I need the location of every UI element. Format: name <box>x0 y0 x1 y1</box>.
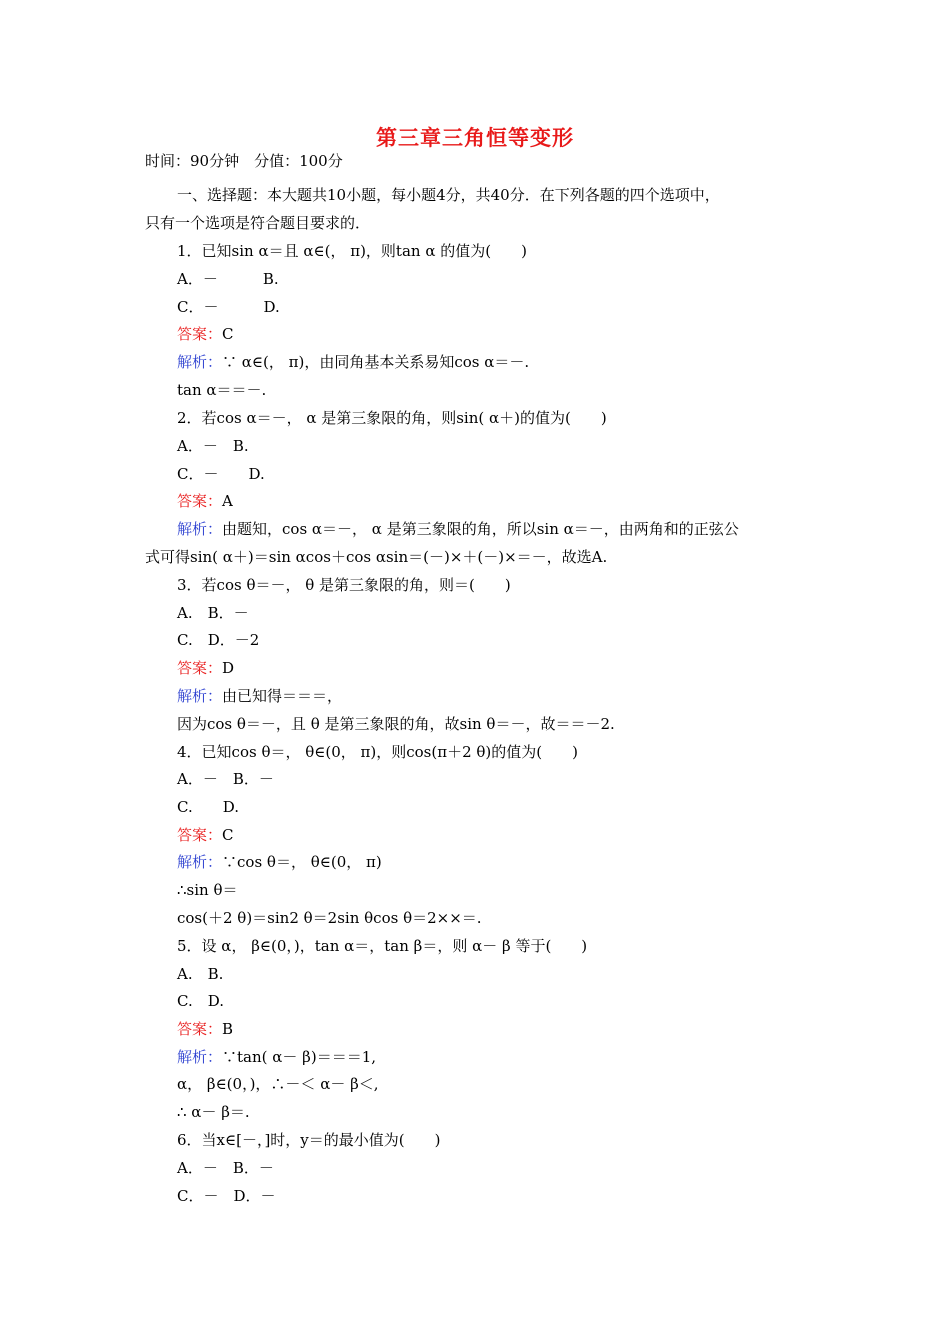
q1-options-ab: A．－ B. <box>177 270 279 288</box>
q4-analysis-extra: ∴sin θ＝ <box>177 881 238 899</box>
q6-options-ab: A．－ B．－ <box>177 1159 274 1177</box>
q1-analysis-extra: tan α＝＝－. <box>177 381 267 399</box>
q2-answer-value: A <box>222 492 233 510</box>
q1-analysis-text: ∵ α∈(， π)，由同角基本关系易知cos α＝－. <box>222 353 530 371</box>
analysis-label: 解析： <box>177 520 223 538</box>
time-score-info: 时间：90分钟 分值：100分 <box>145 152 343 170</box>
q4-options-cd: C. D. <box>177 798 239 816</box>
q1-stem: 1．已知sin α＝且 α∈(， π)，则tan α 的值为( ) <box>177 242 527 260</box>
q3-options-cd: C. D．－2 <box>177 631 260 649</box>
q1-options-cd: C．－ D. <box>177 298 280 316</box>
q3-analysis <box>177 686 342 706</box>
q2-options-cd: C．－ D. <box>177 465 265 483</box>
q4-stem: 4．已知cos θ＝， θ∈(0， π)，则cos(π＋2 θ)的值为( ) <box>177 743 578 761</box>
q3-stem: 3．若cos θ＝－， θ 是第三象限的角，则＝( ) <box>177 576 511 594</box>
q5-analysis <box>177 1047 376 1067</box>
q3-answer <box>177 658 234 678</box>
document-title: 第三章三角恒等变形 <box>376 126 574 150</box>
analysis-label: 解析： <box>177 853 223 871</box>
analysis-label: 解析： <box>177 1048 223 1066</box>
answer-label: 答案： <box>177 1020 223 1038</box>
answer-label: 答案： <box>177 492 223 510</box>
q2-analysis-text: 由题知，cos α＝－， α 是第三象限的角，所以sin α＝－，由两角和的正弦公 <box>222 520 739 538</box>
q6-options-cd: C．－ D．－ <box>177 1187 276 1205</box>
answer-label: 答案： <box>177 659 223 677</box>
q5-analysis-text: ∵tan( α－ β)＝＝＝1, <box>222 1048 377 1066</box>
q2-stem: 2．若cos α＝－， α 是第三象限的角，则sin( α＋)的值为( ) <box>177 409 607 427</box>
q3-options-ab: A. B．－ <box>177 604 249 622</box>
q3-analysis-extra: 因为cos θ＝－，且 θ 是第三象限的角，故sin θ＝－，故＝＝－2. <box>177 715 615 733</box>
analysis-label: 解析： <box>177 353 223 371</box>
q2-options-ab: A．－ B. <box>177 437 249 455</box>
section-intro-line-1: 一、选择题：本大题共10小题，每小题4分，共40分．在下列各题的四个选项中， <box>177 186 720 204</box>
answer-label: 答案： <box>177 826 223 844</box>
q1-answer-value: C <box>222 325 234 343</box>
q5-stem: 5．设 α， β∈(0，)，tan α＝，tan β＝，则 α－ β 等于( ) <box>177 937 588 955</box>
q1-answer <box>177 324 234 344</box>
q3-answer-value: D <box>222 659 235 677</box>
q4-analysis-extra-2: cos(＋2 θ)＝sin2 θ＝2sin θcos θ＝2××＝. <box>177 909 482 927</box>
q4-analysis <box>177 852 382 872</box>
q5-answer <box>177 1019 233 1039</box>
q5-answer-value: B <box>222 1020 234 1038</box>
q2-analysis-extra: 式可得sin( α＋)＝sin αcos＋cos αsin＝(－)×＋(－)×＝－，故选A. <box>145 548 608 566</box>
q5-analysis-extra: α， β∈(0，)，∴－＜ α－ β＜, <box>177 1075 379 1093</box>
q4-answer <box>177 825 234 845</box>
q4-options-ab: A．－ B．－ <box>177 770 274 788</box>
q1-analysis <box>177 352 529 372</box>
q4-answer-value: C <box>222 826 234 844</box>
q3-analysis-text: 由已知得＝＝＝， <box>222 687 343 705</box>
q2-analysis <box>177 519 739 539</box>
q5-options-ab: A. B. <box>177 965 224 983</box>
q6-stem: 6．当x∈[－，]时，y＝的最小值为( ) <box>177 1131 441 1149</box>
q5-analysis-extra-2: ∴ α－ β＝. <box>177 1103 250 1121</box>
q5-options-cd: C. D. <box>177 992 224 1010</box>
q2-answer <box>177 491 233 511</box>
answer-label: 答案： <box>177 325 223 343</box>
section-intro-line-2: 只有一个选项是符合题目要求的． <box>145 214 371 232</box>
q4-analysis-text: ∵cos θ＝， θ∈(0， π) <box>222 853 382 871</box>
analysis-label: 解析： <box>177 687 223 705</box>
